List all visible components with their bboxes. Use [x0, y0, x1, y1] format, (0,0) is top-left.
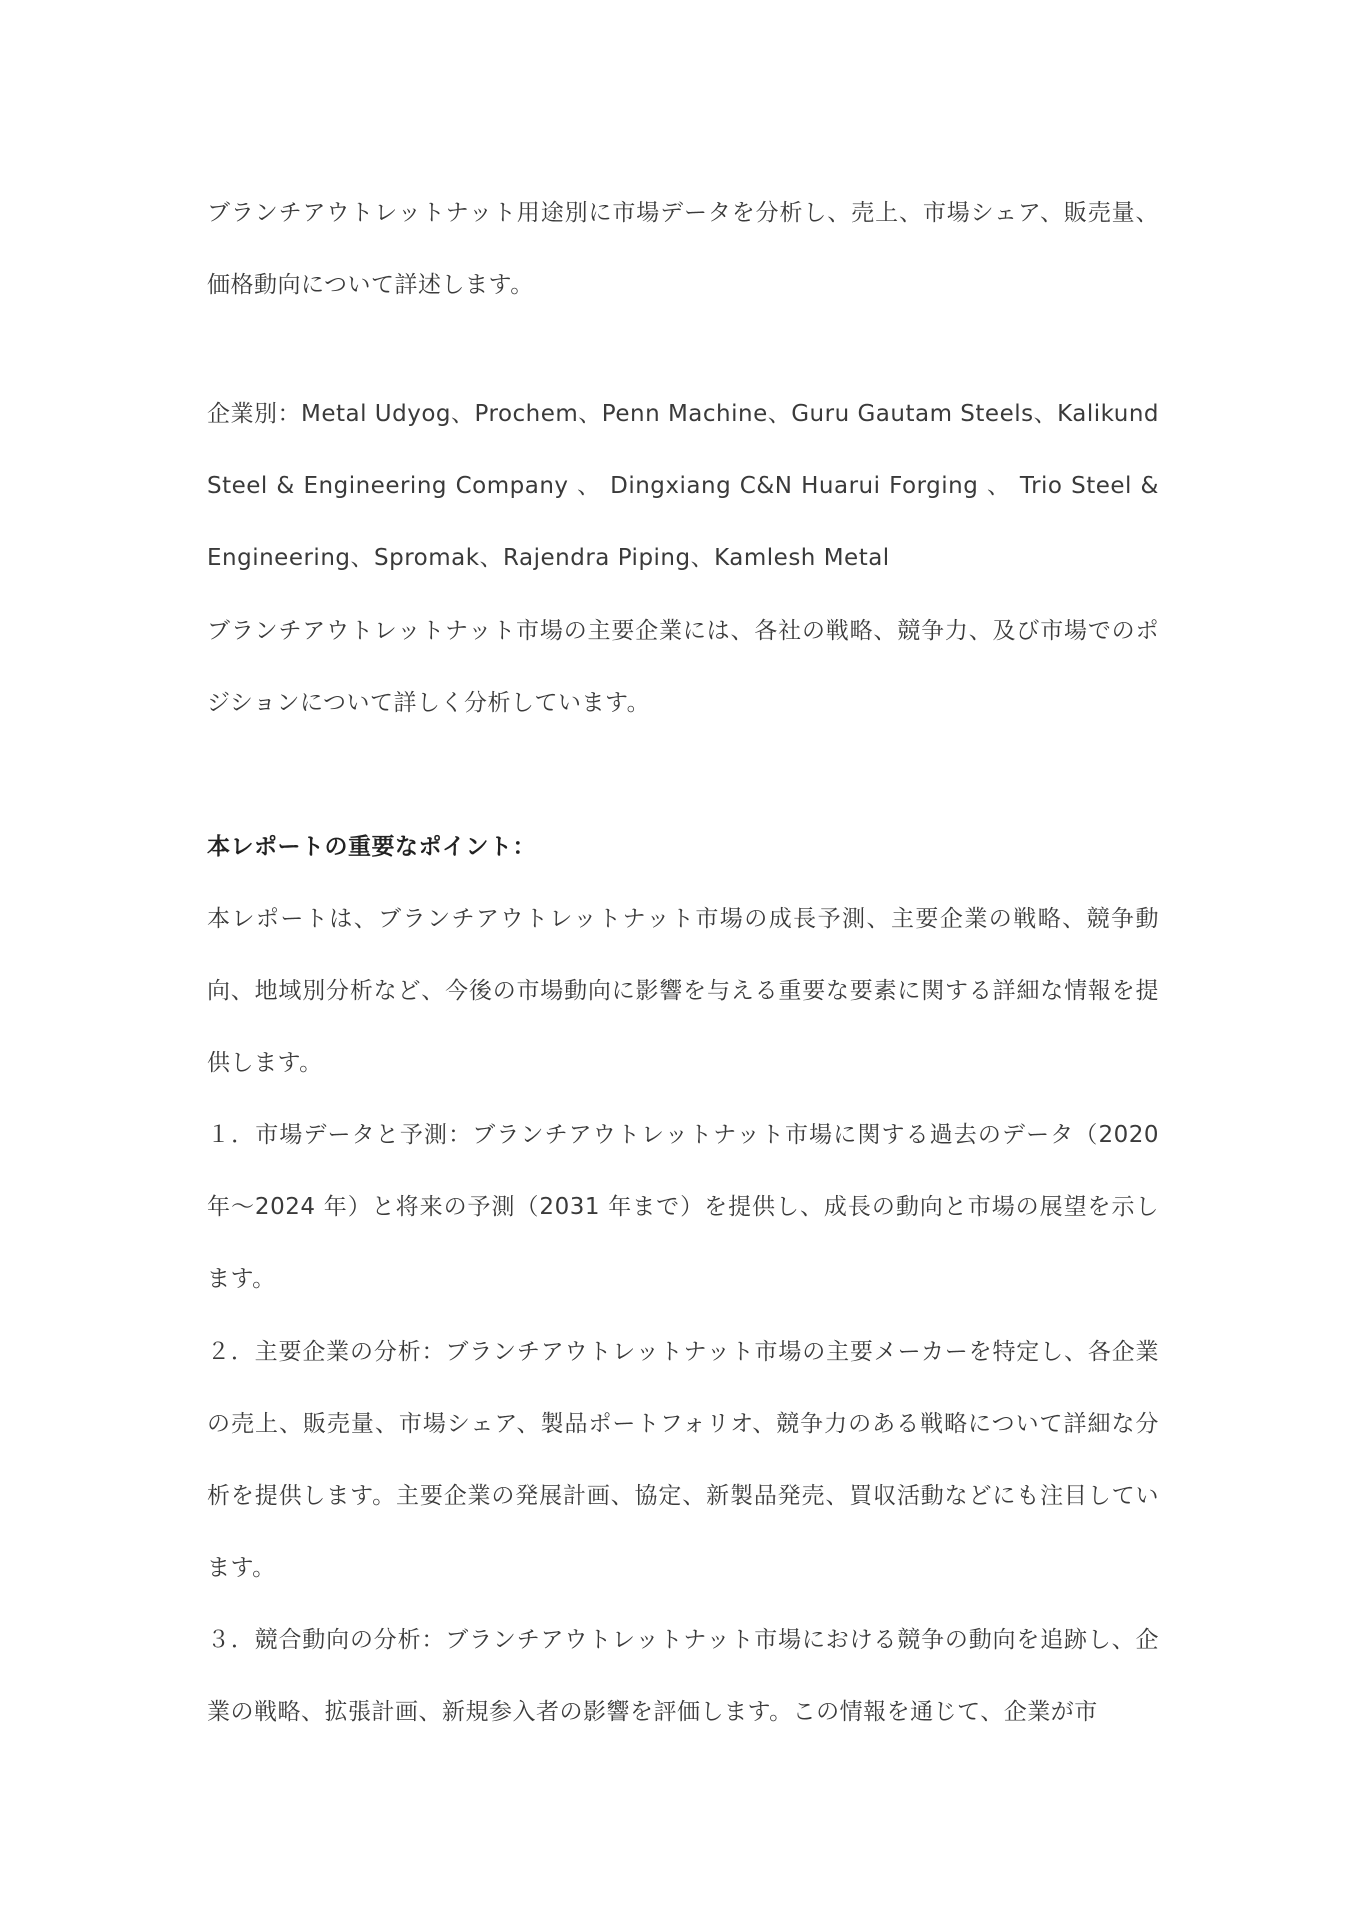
paragraph-key-players: ブランチアウトレットナット市場の主要企業には、各社の戦略、競争力、及び市場でのポジションについて詳しく分析しています。	[207, 618, 1159, 716]
point-competitive-analysis: ３．競合動向の分析：ブランチアウトレットナット市場における競争の動向を追跡し、企業の戦略、拡張計画、新規参入者の影響を評価します。この情報を通じて、企業が市	[207, 1627, 1159, 1725]
paragraph-application-analysis: ブランチアウトレットナット用途別に市場データを分析し、売上、市場シェア、販売量、価格動向について詳述します。	[207, 200, 1159, 298]
heading-key-points: 本レポートの重要なポイント：	[207, 834, 536, 860]
paragraph-report-intro: 本レポートは、ブランチアウトレットナット市場の成長予測、主要企業の戦略、競争動向、地域別分析など、今後の市場動向に影響を与える重要な要素に関する詳細な情報を提供します。	[207, 906, 1159, 1076]
point-key-company-analysis: ２．主要企業の分析：ブランチアウトレットナット市場の主要メーカーを特定し、各企業の売上、販売量、市場シェア、製品ポートフォリオ、競争力のある戦略について詳細な分析を提供します。主要企業の発展計画、協定、新製品発売、買収活動などにも注目しています。	[207, 1339, 1159, 1581]
point-market-data-forecast: １．市場データと予測：ブランチアウトレットナット市場に関する過去のデータ（2020年～2024 年）と将来の予測（2031 年まで）を提供し、成長の動向と市場の展望を示します。	[207, 1122, 1159, 1292]
paragraph-companies: 企業別：Metal Udyog、Prochem、Penn Machine、Guru Gautam Steels、Kalikund Steel & Engineering Company 、 Dingxiang C&N Huarui Forging 、 Trio Steel & Engineering、Spromak、Rajendra Piping、Kamlesh Metal	[207, 401, 1160, 571]
